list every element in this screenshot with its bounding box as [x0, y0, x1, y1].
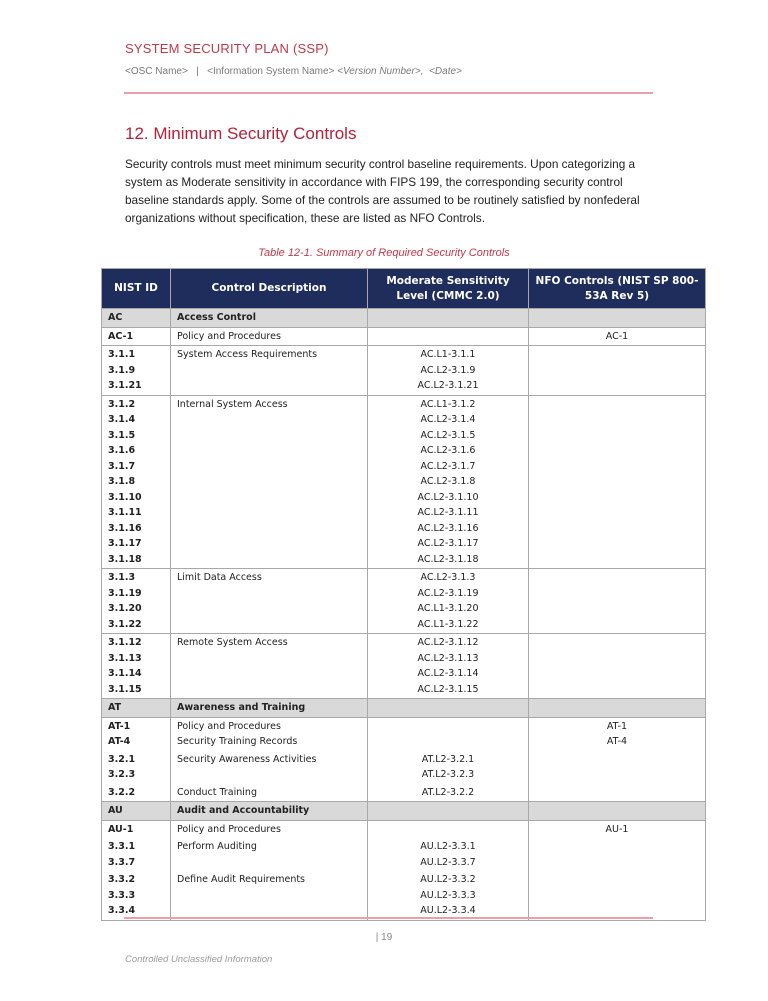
nist-id-cell: AU	[102, 802, 171, 821]
nist-id-cell: AT	[102, 699, 171, 718]
header-separator: |	[196, 66, 199, 77]
nfo-cell	[529, 784, 706, 802]
moderate-cell	[368, 699, 529, 718]
nist-id-cell: AT-1 AT-4	[102, 717, 171, 751]
osc-name-placeholder: <OSC Name>	[125, 66, 188, 77]
family-row	[102, 699, 706, 718]
table-row	[102, 820, 706, 838]
nfo-cell	[529, 634, 706, 699]
nfo-cell: AC-1	[529, 327, 706, 346]
moderate-cell	[368, 309, 529, 328]
table-row	[102, 871, 706, 920]
nfo-cell	[529, 871, 706, 920]
cui-marking: Controlled Unclassified Information	[125, 954, 273, 965]
nist-id-cell: 3.1.3 3.1.19 3.1.20 3.1.22	[102, 569, 171, 634]
nfo-cell	[529, 751, 706, 784]
moderate-cell	[368, 327, 529, 346]
nfo-cell	[529, 699, 706, 718]
table-row	[102, 395, 706, 569]
description-cell: Policy and Procedures Security Training Records	[171, 717, 368, 751]
system-name-placeholder: <Information System Name>	[207, 66, 335, 77]
nfo-cell	[529, 395, 706, 569]
nist-id-cell: AC-1	[102, 327, 171, 346]
description-cell: Audit and Accountability	[171, 802, 368, 821]
header-rule	[124, 92, 653, 94]
section-title: 12. Minimum Security Controls	[125, 124, 357, 143]
section-intro: Security controls must meet minimum security control baseline requirements. Upon categorizing a system as Moderate sensitivity in accordance with FIPS 199, the corresponding security control baseline standards apply. Some of the controls are assumed to be routinely satisfied by nonfederal organizations without specification, these are listed as NFO Controls.	[125, 157, 640, 225]
description-cell: Conduct Training	[171, 784, 368, 802]
nfo-cell	[529, 802, 706, 821]
nist-id-cell: 3.1.2 3.1.4 3.1.5 3.1.6 3.1.7 3.1.8 3.1.10 3.1.11 3.1.16 3.1.17 3.1.18	[102, 395, 171, 569]
nfo-cell	[529, 346, 706, 396]
document-title: SYSTEM SECURITY PLAN (SSP)	[125, 41, 329, 56]
description-cell: Policy and Procedures	[171, 820, 368, 838]
moderate-cell	[368, 717, 529, 751]
moderate-cell	[368, 802, 529, 821]
moderate-cell: AC.L1-3.1.1 AC.L2-3.1.9 AC.L2-3.1.21	[368, 346, 529, 396]
table-caption: Table 12-1. Summary of Required Security Controls	[258, 247, 510, 259]
description-cell: System Access Requirements	[171, 346, 368, 396]
nfo-cell	[529, 309, 706, 328]
family-row	[102, 309, 706, 328]
description-cell: Policy and Procedures	[171, 327, 368, 346]
footer-rule	[124, 917, 653, 919]
moderate-cell: AC.L1-3.1.2 AC.L2-3.1.4 AC.L2-3.1.5 AC.L2-3.1.6 AC.L2-3.1.7 AC.L2-3.1.8 AC.L2-3.1.10 AC.L2-3.1.11 AC.L2-3.1.16 AC.L2-3.1.17 AC.L2-3.1.18	[368, 395, 529, 569]
nist-id-cell: 3.2.1 3.2.3	[102, 751, 171, 784]
description-cell: Remote System Access	[171, 634, 368, 699]
table-row	[102, 751, 706, 784]
moderate-cell: AC.L2-3.1.3 AC.L2-3.1.19 AC.L1-3.1.20 AC.L1-3.1.22	[368, 569, 529, 634]
moderate-cell: AC.L2-3.1.12 AC.L2-3.1.13 AC.L2-3.1.14 AC.L2-3.1.15	[368, 634, 529, 699]
description-cell: Define Audit Requirements	[171, 871, 368, 920]
nist-id-cell: 3.3.1 3.3.7	[102, 838, 171, 871]
description-cell: Limit Data Access	[171, 569, 368, 634]
moderate-cell: AT.L2-3.2.2	[368, 784, 529, 802]
nfo-cell: AU-1	[529, 820, 706, 838]
header-nist-id: NIST ID	[102, 269, 171, 309]
moderate-cell: AU.L2-3.3.1 AU.L2-3.3.7	[368, 838, 529, 871]
table-body	[102, 309, 706, 921]
table-row	[102, 346, 706, 396]
table-header-row	[102, 269, 706, 309]
table-row	[102, 569, 706, 634]
table-row	[102, 634, 706, 699]
nist-id-cell: 3.2.2	[102, 784, 171, 802]
moderate-cell	[368, 820, 529, 838]
description-cell: Perform Auditing	[171, 838, 368, 871]
table-row	[102, 784, 706, 802]
description-cell: Security Awareness Activities	[171, 751, 368, 784]
description-cell: Access Control	[171, 309, 368, 328]
family-row	[102, 802, 706, 821]
header-control-description: Control Description	[171, 269, 368, 309]
security-controls-table	[101, 268, 706, 921]
moderate-cell: AU.L2-3.3.2 AU.L2-3.3.3 AU.L2-3.3.4	[368, 871, 529, 920]
nist-id-cell: AU-1	[102, 820, 171, 838]
moderate-cell: AT.L2-3.2.1 AT.L2-3.2.3	[368, 751, 529, 784]
description-cell: Internal System Access	[171, 395, 368, 569]
table-row	[102, 717, 706, 751]
description-cell: Awareness and Training	[171, 699, 368, 718]
nist-id-cell: 3.1.1 3.1.9 3.1.21	[102, 346, 171, 396]
page-number: | 19	[375, 932, 393, 943]
nfo-cell	[529, 569, 706, 634]
table-row	[102, 327, 706, 346]
header-moderate-sensitivity: Moderate Sensitivity Level (CMMC 2.0)	[368, 269, 529, 309]
version-date-placeholder: <Version Number>, <Date>	[337, 66, 462, 77]
header-nfo-controls: NFO Controls (NIST SP 800-53A Rev 5)	[529, 269, 706, 309]
table-row	[102, 838, 706, 871]
nist-id-cell: 3.1.12 3.1.13 3.1.14 3.1.15	[102, 634, 171, 699]
nfo-cell	[529, 838, 706, 871]
nist-id-cell: AC	[102, 309, 171, 328]
nfo-cell: AT-1 AT-4	[529, 717, 706, 751]
document-subheader	[125, 66, 462, 77]
nist-id-cell: 3.3.2 3.3.3 3.3.4	[102, 871, 171, 920]
